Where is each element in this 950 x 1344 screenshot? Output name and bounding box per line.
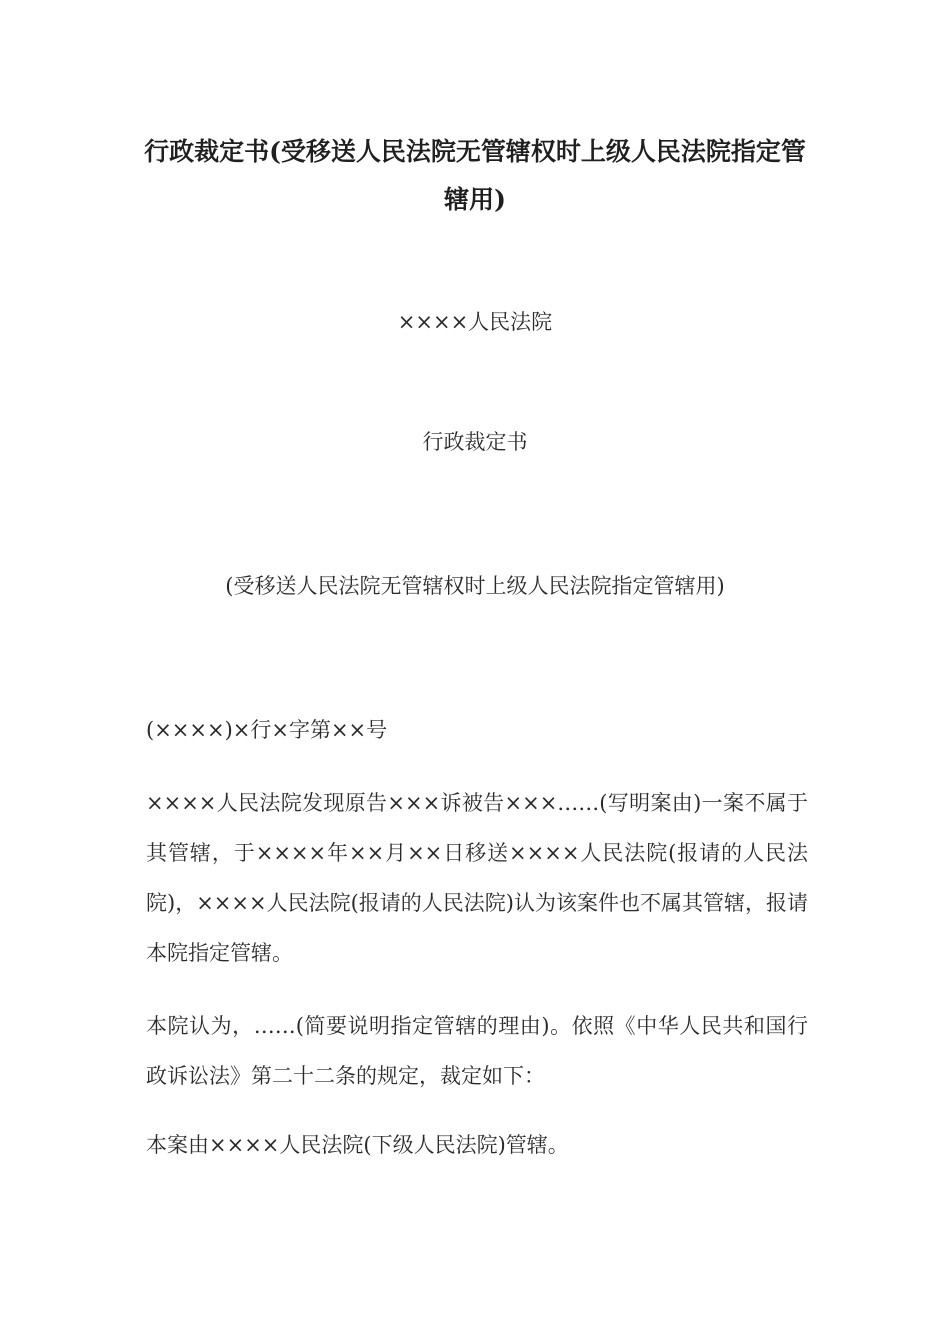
paragraph-reasoning: 本院认为，……(简要说明指定管辖的理由)。依照《中华人民共和国行政诉讼法》第二十二条的规定，裁定如下： (146, 1014, 808, 1088)
case-number: (××××)×行×字第××号 (146, 718, 388, 742)
paragraph-facts: ××××人民法院发现原告×××诉被告×××……(写明案由)一案不属于其管辖，于××××年××月××日移送××××人民法院(报请的人民法院)，××××人民法院(报请的人民法院)认为该案件也不属其管辖，报请本院指定管辖。 (146, 791, 808, 965)
usage-note: (受移送人民法院无管辖权时上级人民法院指定管辖用) (225, 574, 725, 598)
document-type-heading: 行政裁定书 (422, 430, 528, 454)
court-name: ××××人民法院 (397, 310, 553, 334)
paragraph-ruling: 本案由××××人民法院(下级人民法院)管辖。 (146, 1133, 569, 1157)
document-title: 行政裁定书(受移送人民法院无管辖权时上级人民法院指定管辖用) (144, 137, 806, 214)
